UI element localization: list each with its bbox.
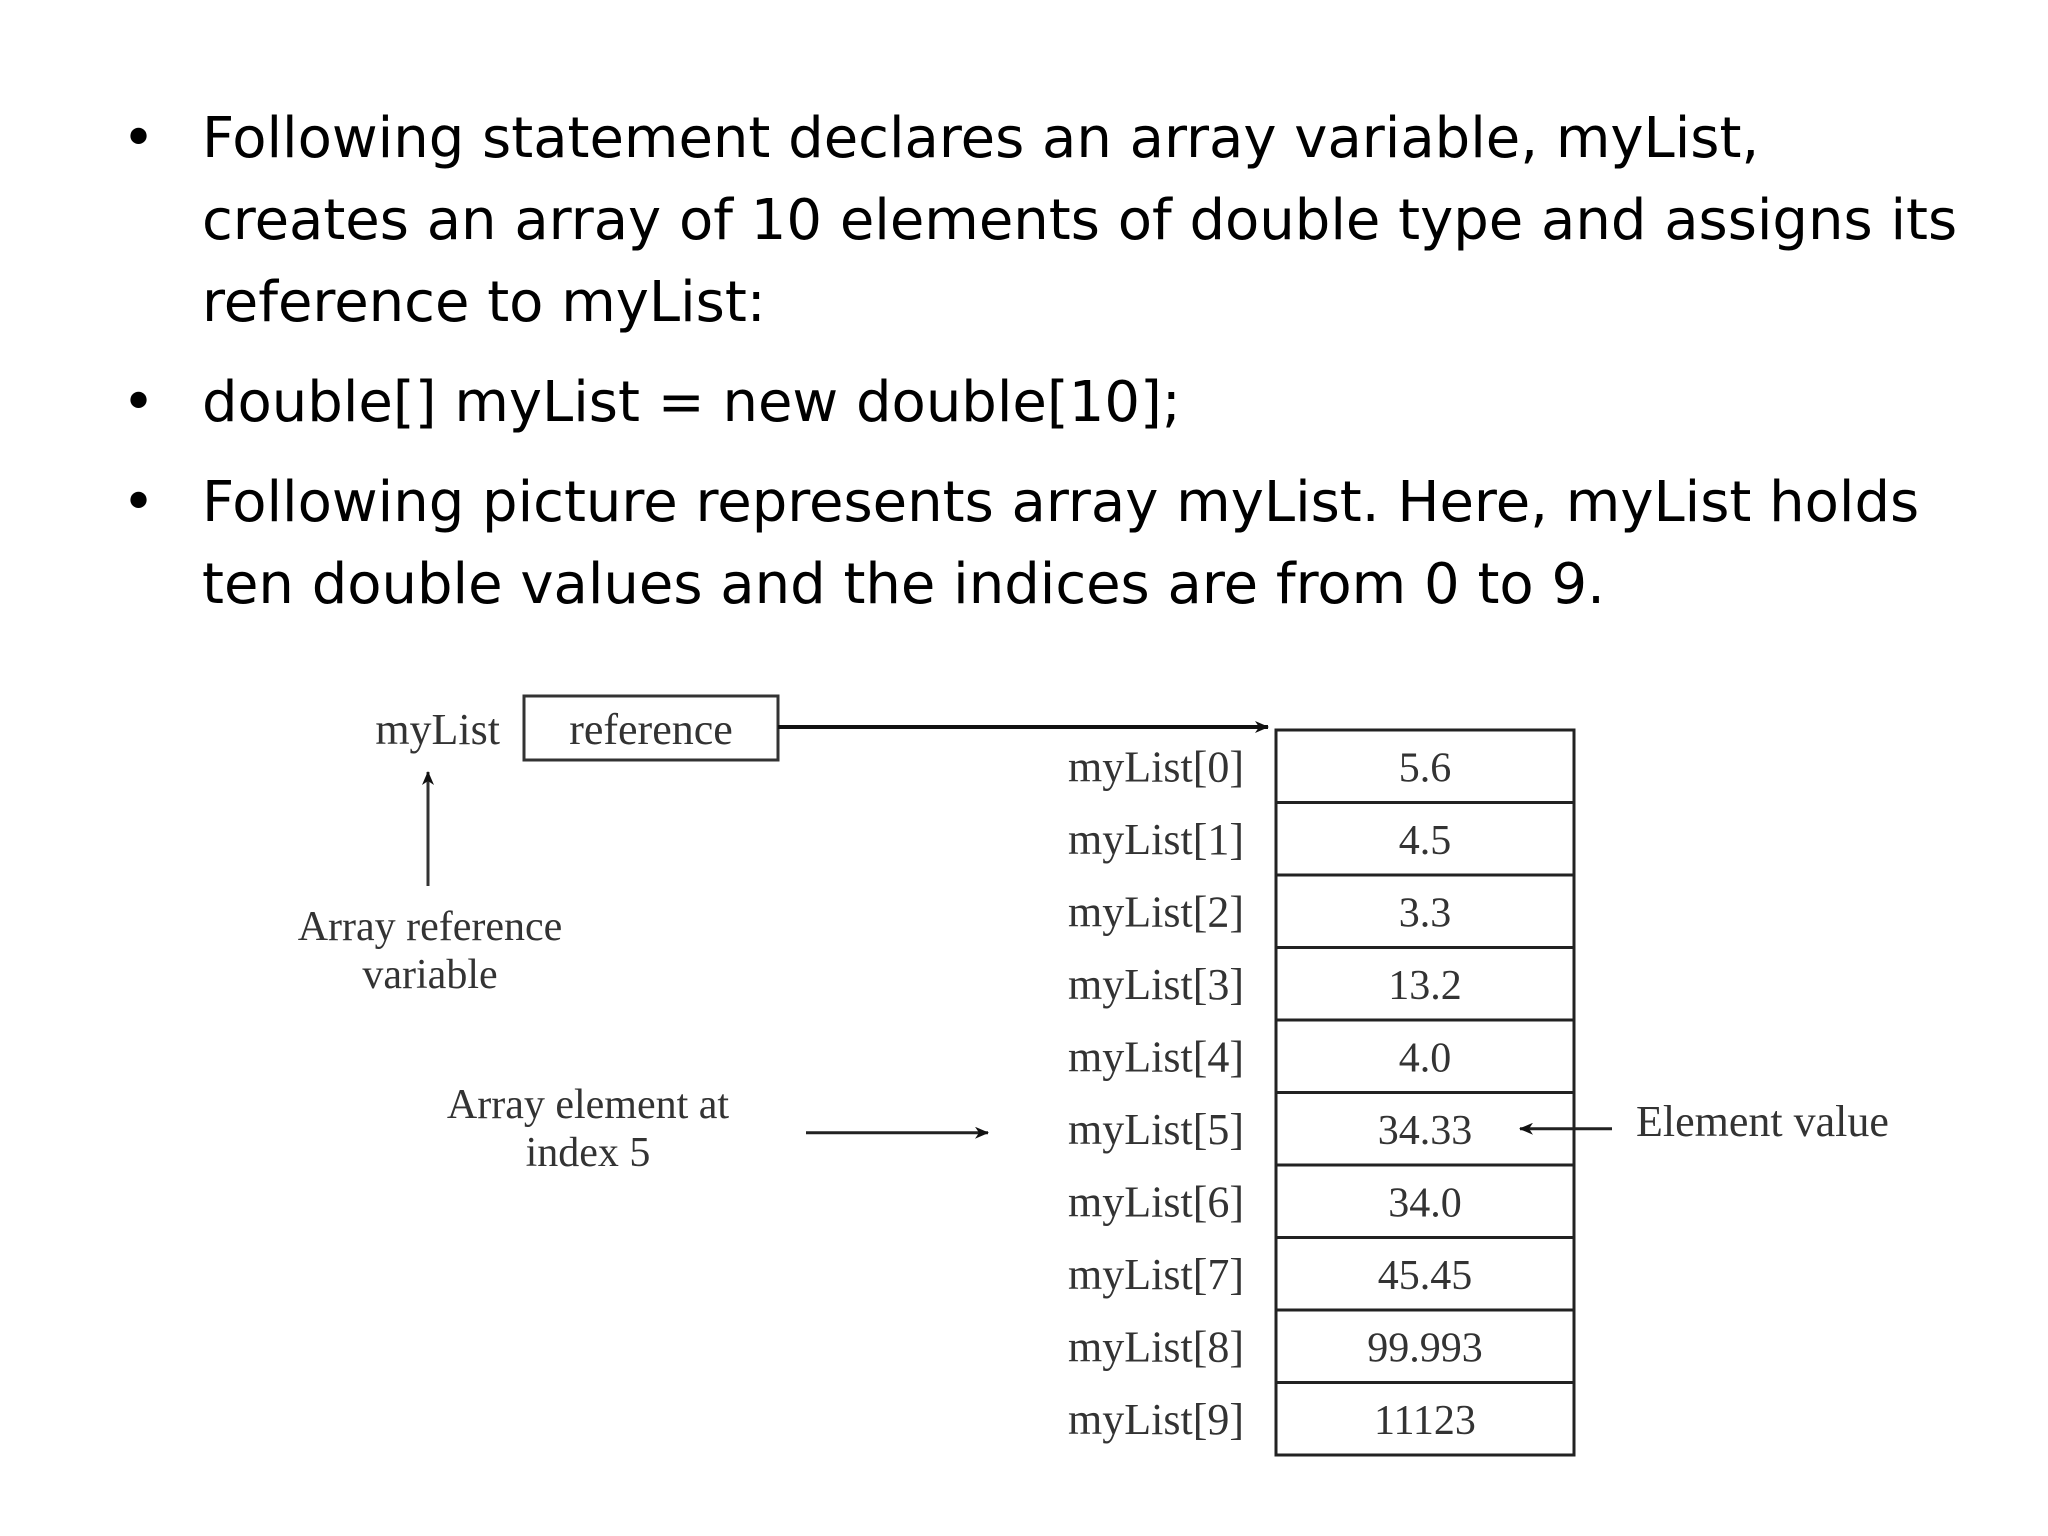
reference-box-label: reference [569,705,733,754]
array-cells [806,730,1612,1455]
array-index-label: myList[8] [1068,1322,1244,1372]
bullet-text: double[] myList = new double[10]; [202,370,1181,435]
array-index-label: myList[7] [1068,1249,1244,1299]
array-cell-value: 4.0 [1398,1035,1452,1082]
array-index-label: myList[9] [1068,1394,1244,1444]
array-cell-value: 99.993 [1367,1325,1483,1372]
bullet-dot-icon: • [122,106,156,171]
array-index-label: myList[3] [1068,959,1244,1009]
element-caption-line1: Array element at [446,1082,730,1128]
element-caption-line2: index 5 [525,1130,651,1176]
array-cell-value: 5.6 [1398,745,1452,792]
ref-var-caption-line2: variable [362,952,498,998]
array-index-label: myList[0] [1068,742,1244,792]
array-index-label: myList[6] [1068,1177,1244,1227]
array-cell-value: 45.45 [1377,1252,1473,1299]
array-cell-value: 11123 [1374,1397,1476,1444]
bullet-dot-icon: • [122,370,156,435]
array-cell-value: 3.3 [1398,890,1452,937]
bullet-text: Following statement declares an array variable, myList, creates an array of 10 elements of double type and assigns its reference to myList: [202,106,1958,335]
bullet-text: Following picture represents array myList. Here, myList holds ten double values and the indices are from 0 to 9. [202,470,1920,617]
ref-var-caption-line1: Array reference [297,904,563,950]
array-cell-value: 13.2 [1388,962,1462,1009]
array-cell-value: 34.0 [1388,1180,1462,1227]
array-index-label: myList[2] [1068,887,1244,937]
array-cell-value: 34.33 [1377,1107,1473,1154]
array-index-label: myList[5] [1068,1104,1244,1154]
array-index-label: myList[1] [1068,814,1244,864]
array-index-label: myList[4] [1068,1032,1244,1082]
array-cell-value: 4.5 [1398,817,1452,864]
variable-name-label: myList [375,705,500,754]
element-value-caption: Element value [1636,1097,1889,1146]
bullet-dot-icon: • [122,470,156,535]
